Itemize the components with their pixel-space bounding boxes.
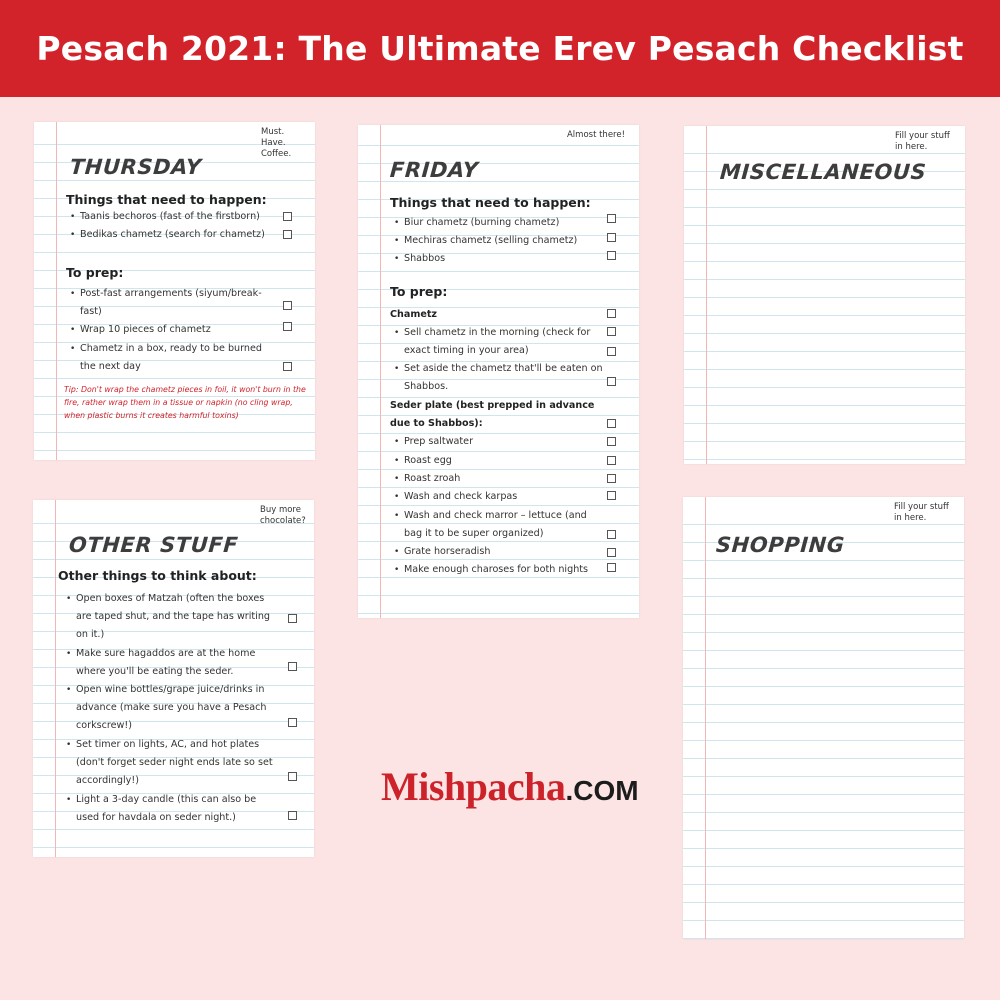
checkbox[interactable] (607, 437, 616, 446)
thursday-item: • Wrap 10 pieces of chametz (80, 321, 275, 339)
checkbox[interactable] (283, 212, 292, 221)
page-title: Pesach 2021: The Ultimate Erev Pesach Checklist (36, 29, 964, 68)
friday-note: Almost there! (566, 130, 625, 140)
friday-item: • Grate horseradish (404, 543, 604, 561)
checkbox[interactable] (288, 811, 297, 820)
friday-item: • Prep saltwater (404, 433, 604, 451)
checkbox[interactable] (607, 309, 616, 318)
checkbox[interactable] (607, 214, 616, 223)
checkbox[interactable] (607, 347, 616, 356)
friday-item: • Roast zroah (404, 470, 604, 488)
checkbox[interactable] (607, 548, 616, 557)
shopping-card (683, 497, 964, 939)
thursday-item: • Chametz in a box, ready to be burned the next day (80, 340, 275, 376)
checkbox[interactable] (607, 377, 616, 386)
checkbox[interactable] (283, 301, 292, 310)
shopping-title: SHOPPING (715, 533, 846, 557)
friday-item: • Make enough charoses for both nights (404, 561, 604, 579)
friday-title: FRIDAY (389, 158, 480, 182)
friday-item: • Mechiras chametz (selling chametz) (404, 232, 604, 250)
logo-suffix: .COM (565, 775, 639, 806)
checkbox[interactable] (288, 718, 297, 727)
other-stuff-item: • Open boxes of Matzah (often the boxes are taped shut, and the tape has writing on it.) (76, 590, 276, 644)
checkbox[interactable] (283, 230, 292, 239)
checkbox[interactable] (607, 327, 616, 336)
thursday-section-happen: Things that need to happen: (66, 192, 267, 207)
logo-wordmark: Mishpacha (381, 764, 566, 809)
other-stuff-note: Buy more chocolate? (260, 505, 306, 526)
thursday-section-prep: To prep: (66, 265, 124, 280)
miscellaneous-title: MISCELLANEOUS (719, 160, 928, 184)
friday-card (358, 125, 639, 618)
thursday-card (34, 122, 315, 460)
other-stuff-title: OTHER STUFF (68, 533, 240, 557)
thursday-tip: Tip: Don't wrap the chametz pieces in foil, it won't burn in the fire, rather wrap them in a tissue or napkin (no cling wrap, when plastic burns it creates harmful toxins) (64, 385, 306, 420)
other-stuff-card (33, 500, 314, 857)
checkbox[interactable] (607, 233, 616, 242)
thursday-title: THURSDAY (69, 155, 203, 179)
friday-sub-seder-plate: Seder plate (best prepped in advance due to Shabbos): (390, 400, 595, 429)
friday-item: • Biur chametz (burning chametz) (404, 214, 604, 232)
thursday-item: • Post-fast arrangements (siyum/break-fast) (80, 285, 275, 321)
friday-section-happen: Things that need to happen: (390, 195, 591, 210)
checkbox[interactable] (607, 563, 616, 572)
other-stuff-item: • Light a 3-day candle (this can also be used for havdala on seder night.) (76, 791, 276, 827)
header-banner (0, 0, 1000, 97)
checkbox[interactable] (607, 456, 616, 465)
friday-item: • Wash and check karpas (404, 488, 604, 506)
checkbox[interactable] (288, 614, 297, 623)
other-stuff-item: • Make sure hagaddos are at the home where you'll be eating the seder. (76, 645, 276, 681)
checkbox[interactable] (607, 530, 616, 539)
miscellaneous-card (684, 126, 965, 464)
checkbox[interactable] (288, 662, 297, 671)
friday-item: • Wash and check marror – lettuce (and bag it to be super organized) (404, 507, 604, 543)
checkbox[interactable] (288, 772, 297, 781)
checkbox[interactable] (283, 322, 292, 331)
checkbox[interactable] (607, 251, 616, 260)
friday-item: • Set aside the chametz that'll be eaten on Shabbos. (404, 360, 604, 396)
friday-item: • Roast egg (404, 452, 604, 470)
other-stuff-item: • Set timer on lights, AC, and hot plates (don't forget seder night ends late so set accordingly!) (76, 736, 281, 790)
friday-sub-chametz: Chametz (390, 309, 438, 320)
checkbox[interactable] (607, 474, 616, 483)
thursday-note: Must. Have. Coffee. (261, 127, 292, 159)
friday-item: • Shabbos (404, 250, 604, 268)
other-stuff-item: • Open wine bottles/grape juice/drinks in advance (make sure you have a Pesach corkscrew!) (76, 681, 281, 735)
thursday-item: • Taanis bechoros (fast of the firstborn) (80, 208, 280, 226)
friday-item: • Sell chametz in the morning (check for exact timing in your area) (404, 324, 604, 360)
checkbox[interactable] (607, 419, 616, 428)
friday-section-prep: To prep: (390, 284, 448, 299)
thursday-item: • Bedikas chametz (search for chametz) (80, 226, 280, 244)
shopping-note: Fill your stuff in here. (894, 502, 949, 523)
miscellaneous-note: Fill your stuff in here. (895, 131, 950, 152)
checkbox[interactable] (283, 362, 292, 371)
other-stuff-section: Other things to think about: (58, 568, 257, 583)
checkbox[interactable] (607, 491, 616, 500)
mishpacha-logo[interactable] (381, 763, 639, 810)
